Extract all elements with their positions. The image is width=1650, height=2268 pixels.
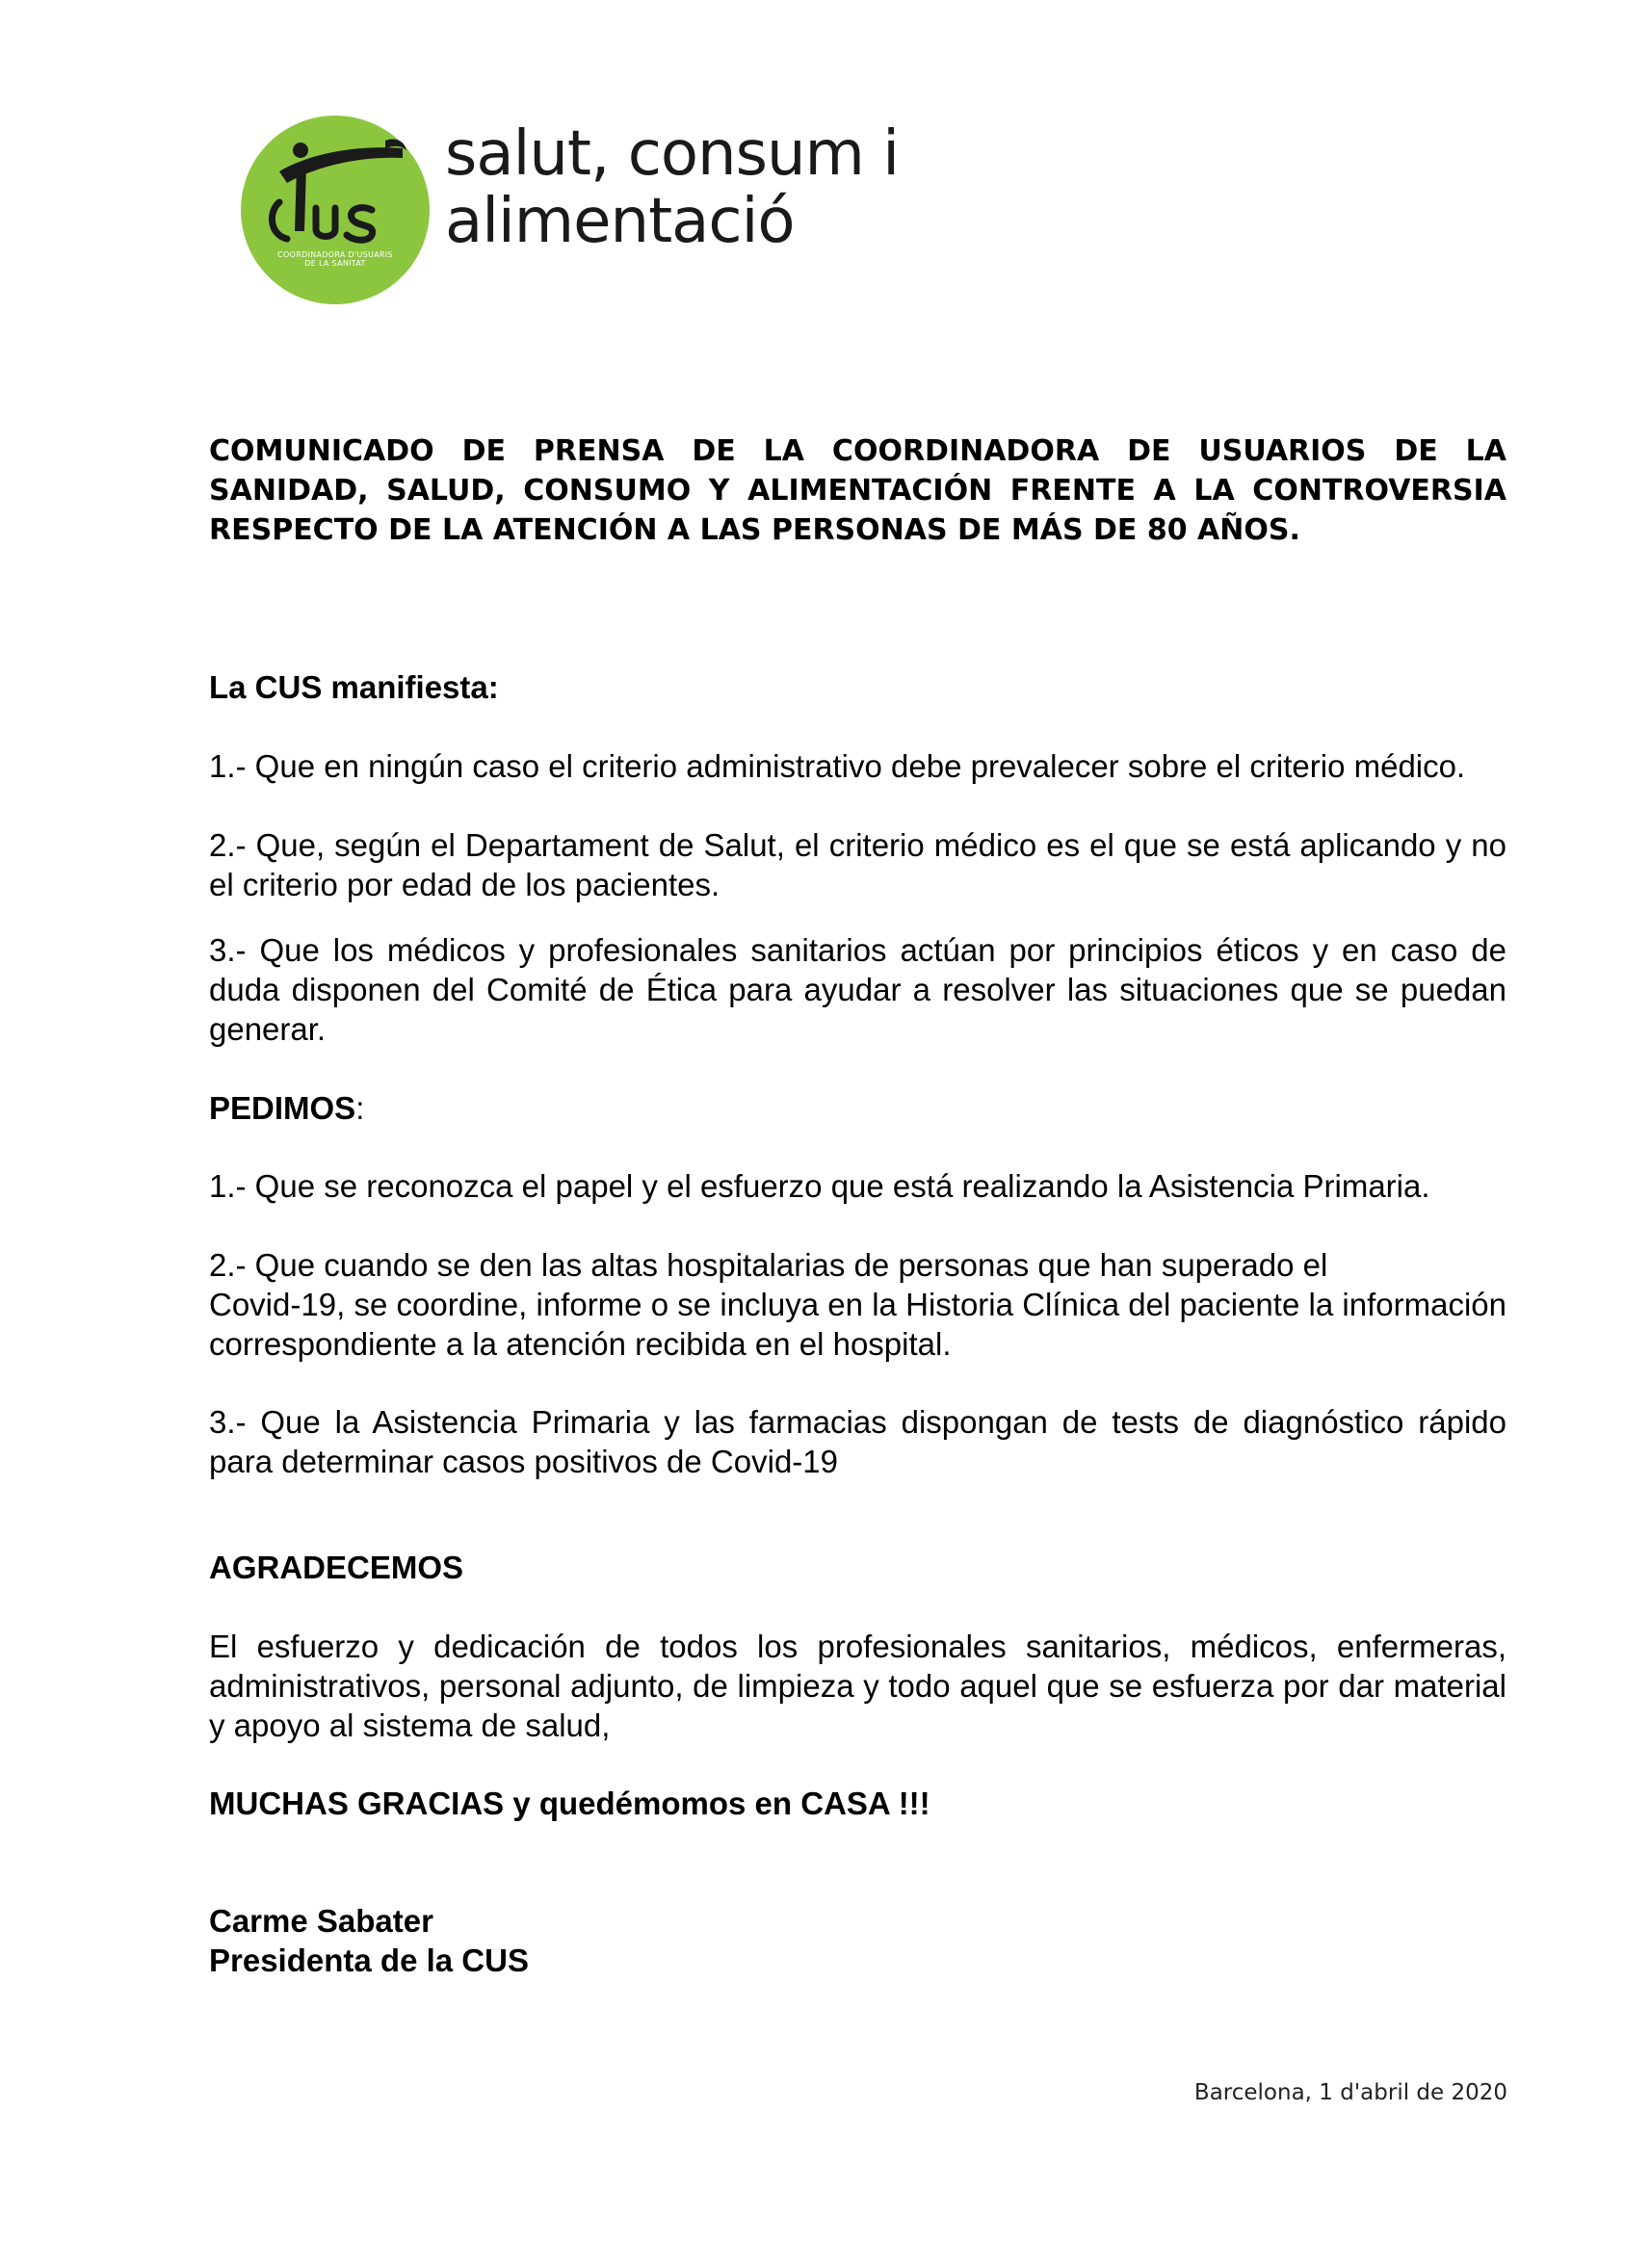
logo-wordmark-line1: salut, consum i	[445, 118, 899, 190]
document-date: Barcelona, 1 d'abril de 2020	[1193, 2080, 1507, 2105]
logo-figure-icon	[241, 116, 430, 304]
logo-subtitle-line1: COORDINADORA D'USUARIS	[277, 250, 393, 259]
logo-subtitle	[268, 250, 403, 268]
pedimos-heading-colon: :	[355, 1090, 365, 1126]
manifiesta-item-3: 3.- Que los médicos y profesionales sanitarios actúan por principios éticos y en caso de duda disponen del Comité de Ética para ayudar a resolver las situaciones que se puedan generar.	[209, 932, 1506, 1047]
logo-circle	[241, 116, 430, 304]
closing-line: MUCHAS GRACIAS y quedémomos en CASA !!!	[209, 1786, 930, 1821]
pedimos-item-2-continued: Covid-19, se coordine, informe o se incluya en la Historia Clínica del paciente la información correspondiente a la atención recibida en el hospital.	[209, 1287, 1506, 1362]
logo-subtitle-line2: DE LA SANITAT	[304, 259, 366, 268]
agradecemos-heading: AGRADECEMOS	[209, 1550, 464, 1585]
logo-wordmark-line2: alimentació	[445, 186, 795, 257]
signature-role: Presidenta de la CUS	[209, 1942, 529, 1978]
pedimos-item-2: 2.- Que cuando se den las altas hospitalarias de personas que han superado el	[209, 1247, 1328, 1283]
logo-wordmark	[445, 120, 899, 255]
agradecemos-body: El esfuerzo y dedicación de todos los profesionales sanitarios, médicos, enfermeras, administrativos, personal adjunto, de limpieza y todo aquel que se esfuerza por dar material y apoyo al sistema de salud,	[209, 1629, 1506, 1743]
pedimos-item-3: 3.- Que la Asistencia Primaria y las farmacias dispongan de tests de diagnóstico rápido para determinar casos positivos de Covid-19	[209, 1404, 1506, 1479]
pedimos-heading-line	[209, 1088, 1506, 1128]
press-release-title: COMUNICADO DE PRENSA DE LA COORDINADORA DE USUARIOS DE LA SANIDAD, SALUD, CONSUMO Y ALIMENTACIÓN FRENTE A LA CONTROVERSIA RESPECTO DE LA ATENCIÓN A LAS PERSONAS DE MÁS DE 80 AÑOS.	[209, 434, 1506, 547]
signature-name: Carme Sabater	[209, 1903, 433, 1939]
manifiesta-item-2: 2.- Que, según el Departament de Salut, el criterio médico es el que se está aplicando y no el criterio por edad de los pacientes.	[209, 827, 1506, 902]
pedimos-item-1: 1.- Que se reconozca el papel y el esfuerzo que está realizando la Asistencia Primaria.	[209, 1168, 1430, 1204]
logo	[241, 111, 899, 308]
manifiesta-item-1: 1.- Que en ningún caso el criterio administrativo debe prevalecer sobre el criterio médico.	[209, 748, 1466, 784]
manifiesta-heading: La CUS manifiesta:	[209, 669, 499, 705]
pedimos-heading: PEDIMOS	[209, 1090, 356, 1126]
